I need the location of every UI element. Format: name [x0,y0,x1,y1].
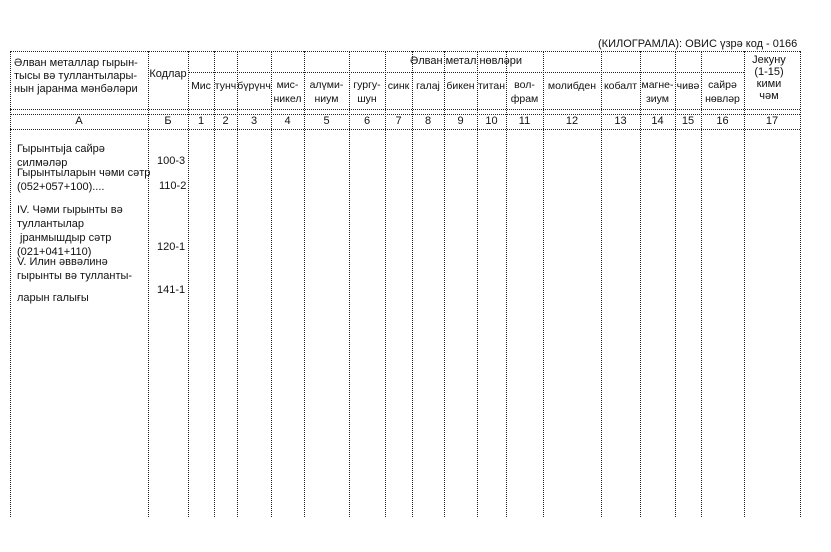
metal-column-header [188,79,214,93]
column-index-cell: 13 [614,115,627,127]
metal-header-line: ниум [314,93,339,105]
total-header-line: Јекуну [752,54,786,66]
metal-header-line: бикен [446,80,475,92]
metal-header-line: чивә [676,80,700,92]
column-index-cell: 16 [716,115,729,127]
row-label-line: Гырынтыларын чәми сәтр [17,167,151,179]
metal-column-header [477,79,506,93]
metal-header-line: Мис [191,80,211,92]
column-index-cell: 11 [518,115,531,127]
metal-header-line: сайрә [708,79,737,91]
column-index-cell: 8 [424,115,432,127]
row-code: 110-2 [159,180,187,192]
total-header-line: (1-15) [754,66,784,78]
metal-header-line: мис- [276,79,299,91]
metal-types-group-title: Әлван метал нөвләри [409,55,523,67]
metal-header-line: фрам [510,93,539,105]
column-index-cell: 17 [765,115,779,127]
column-index-cell: 4 [284,115,291,127]
row-label-line: туллантылар [17,218,85,230]
column-index-cell: 12 [565,115,579,127]
code-column-header: Кодлар [149,68,187,80]
metal-column-header [543,79,601,93]
row-label-line: (021+041+110) [17,246,92,258]
metal-header-line: шун [357,93,377,105]
metal-column-header [412,79,444,93]
column-index-cell: 2 [222,115,229,127]
metal-column-header [701,78,744,106]
column-index-cell: 14 [651,115,664,127]
column-index-cell: 9 [457,115,464,127]
metal-header-line: никел [273,93,302,105]
metal-column-header [506,78,543,106]
metal-header-line: вол- [514,79,535,91]
row-label-line: IV. Чәми гырынты вә [17,204,123,216]
metal-column-header [237,79,271,93]
row-code: 100-3 [157,155,186,167]
metal-column-header [385,79,412,93]
column-index-cell: 15 [681,115,695,127]
metal-column-header [214,79,237,93]
column-index-cell: 10 [485,115,498,127]
metal-header-line: магне- [641,79,674,91]
column-rule [800,51,801,517]
source-column-header [14,57,138,96]
metal-column-header [640,78,675,106]
column-index-cell: 6 [363,115,371,127]
row-label-line: V. Илин әввәлинә [17,256,108,268]
table-top-border [10,51,800,52]
column-index-cell: Б [164,115,172,127]
source-header-line: тысы вә туллантылары- [14,70,138,82]
row-label-line: гырынты вә тулланты- [17,270,133,282]
metal-header-line: титан [477,80,505,92]
column-index-cell: 5 [323,115,330,127]
row-label-line: ларын галығы [17,292,89,304]
row-label-line: силмәләр [17,157,68,169]
column-index-cell: А [75,115,83,127]
metal-column-header [304,78,349,106]
total-header-line: чәм [759,90,779,102]
unit-line: (КИЛОГРАМЛА): ОВИС үзрә код - 0166 [598,38,798,50]
header-bottom-rule [10,109,800,110]
metal-header-line: алүми- [309,79,344,91]
metal-column-header [349,78,385,106]
row-code: 120-1 [157,241,186,253]
table-row [17,166,150,194]
metal-column-header [601,79,640,93]
metal-column-header [675,79,701,93]
metal-column-header [271,78,304,106]
row-label-line: (052+057+100).... [17,181,105,193]
column-index-cell: 7 [395,115,402,127]
index-bottom-rule [10,129,800,130]
source-header-line: нын јаранма мәнбәләри [14,83,138,95]
metal-header-line: тунч [214,80,237,92]
metal-header-line: нөвләр [705,93,740,105]
row-code: 141-1 [157,284,186,296]
total-header-line: кими [756,78,782,90]
metal-header-line: кобалт [603,80,638,92]
metal-header-line: зиум [645,93,670,105]
metal-header-line: галај [416,80,440,92]
total-column-header [744,54,794,102]
metal-column-header [444,79,477,93]
row-label-line: Гырынтыја сайрә [17,143,105,155]
row-label-line: јранмышдыр сәтр [17,232,112,244]
metal-header-line: бүрүнч [237,80,271,92]
metal-header-line: гургу- [353,79,381,91]
metal-header-line: синк [387,80,410,92]
column-index-cell: 3 [250,115,258,127]
table-row [17,255,132,305]
column-index-cell: 1 [197,115,205,127]
table-row [17,203,123,259]
metal-header-line: молибден [547,80,597,92]
source-header-line: Әлван металлар гырын- [14,57,138,69]
